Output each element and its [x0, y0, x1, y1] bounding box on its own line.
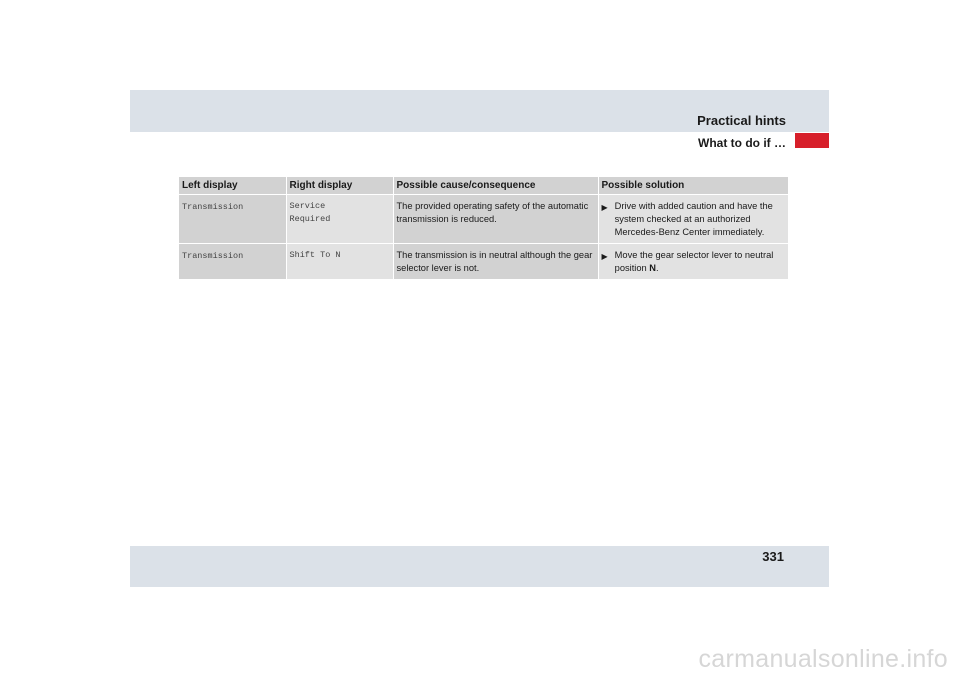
cause-cell: The provided operating safety of the automatic transmission is reduced. [393, 195, 598, 244]
solution-cell [598, 244, 788, 280]
section-subtitle: What to do if … [698, 136, 786, 150]
right-display-line: Required [289, 214, 331, 224]
solution-text: Drive with added caution and have the system checked at an authorized Mercedes-Benz Center immediately. [614, 201, 773, 237]
footer-band [130, 546, 829, 587]
right-display-cell [286, 244, 393, 280]
left-display-text: Transmission [182, 251, 244, 261]
table-row [179, 244, 788, 280]
solution-cell [598, 195, 788, 244]
column-header-cause: Possible cause/consequence [393, 177, 598, 195]
bullet-arrow-icon: ▶ [601, 252, 608, 261]
section-tab-marker [795, 133, 829, 148]
page-number: 331 [762, 549, 784, 564]
table-row [179, 195, 788, 244]
column-header-right-display: Right display [286, 177, 393, 195]
hints-table [179, 177, 788, 279]
column-header-left-display: Left display [179, 177, 286, 195]
left-display-cell [179, 244, 286, 280]
right-display-line: Service [289, 201, 326, 211]
left-display-text: Transmission [182, 202, 244, 212]
bullet-arrow-icon: ▶ [601, 203, 608, 212]
watermark-url: carmanualsonline.info [698, 645, 948, 673]
right-display-line: Shift To N [289, 250, 341, 260]
table-header-row [179, 177, 788, 195]
right-display-cell [286, 195, 393, 244]
section-title: Practical hints [697, 113, 786, 128]
solution-text: Move the gear selector lever to neutral position N. [614, 250, 774, 273]
column-header-solution: Possible solution [598, 177, 788, 195]
left-display-cell [179, 195, 286, 244]
cause-cell: The transmission is in neutral although the gear selector lever is not. [393, 244, 598, 280]
